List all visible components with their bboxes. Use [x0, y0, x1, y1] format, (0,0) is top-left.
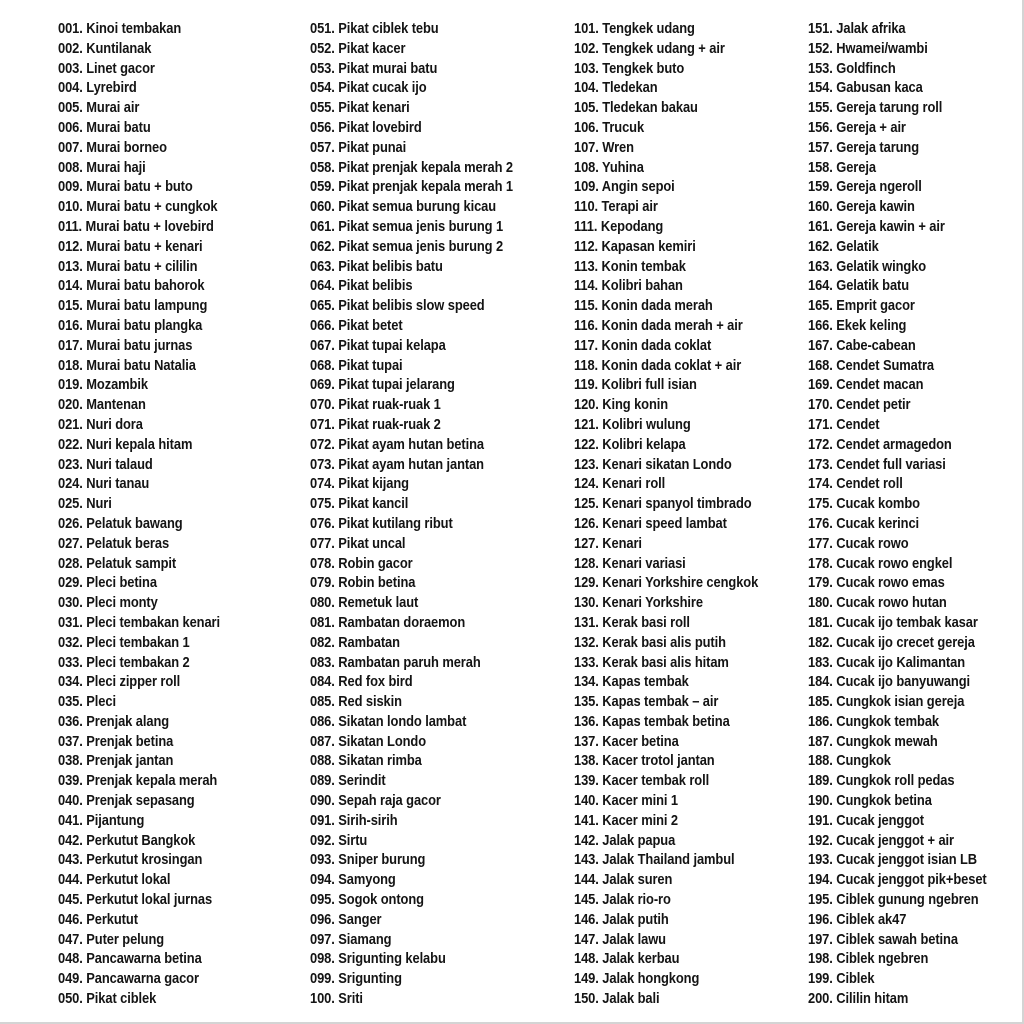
list-item: 087. Sikatan Londo: [310, 732, 427, 750]
list-column-1: [58, 19, 246, 1009]
list-column-4: [808, 19, 1016, 1009]
list-item: 032. Pleci tembakan 1: [58, 633, 190, 651]
list-item: 038. Prenjak jantan: [58, 752, 174, 770]
list-item: 096. Sanger: [310, 910, 382, 928]
list-item: 102. Tengkek udang + air: [574, 39, 725, 57]
list-item: 024. Nuri tanau: [58, 475, 150, 493]
list-item: 123. Kenari sikatan Londo: [574, 455, 732, 473]
list-item: 139. Kacer tembak roll: [574, 772, 710, 790]
list-item: 121. Kolibri wulung: [574, 415, 691, 433]
list-item: 140. Kacer mini 1: [574, 792, 678, 810]
list-item: 198. Ciblek ngebren: [808, 950, 929, 968]
list-item: 075. Pikat kancil: [310, 495, 409, 513]
list-item: 026. Pelatuk bawang: [58, 514, 183, 532]
list-item: 152. Hwamei/wambi: [808, 39, 928, 57]
list-item: 175. Cucak kombo: [808, 495, 920, 513]
list-item: 196. Ciblek ak47: [808, 910, 907, 928]
list-item: 138. Kacer trotol jantan: [574, 752, 715, 770]
list-item: 115. Konin dada merah: [574, 297, 713, 315]
list-item: 036. Prenjak alang: [58, 712, 170, 730]
list-item: 110. Terapi air: [574, 198, 658, 216]
list-item: 082. Rambatan: [310, 633, 400, 651]
list-item: 046. Perkutut: [58, 910, 138, 928]
list-item: 029. Pleci betina: [58, 574, 157, 592]
list-item: 145. Jalak rio-ro: [574, 891, 671, 909]
list-item: 174. Cendet roll: [808, 475, 903, 493]
list-item: 011. Murai batu + lovebird: [58, 217, 214, 235]
list-item: 020. Mantenan: [58, 396, 146, 414]
list-item: 124. Kenari roll: [574, 475, 666, 493]
list-item: 021. Nuri dora: [58, 415, 143, 433]
list-item: 040. Prenjak sepasang: [58, 792, 195, 810]
list-item: 008. Murai haji: [58, 158, 146, 176]
list-item: 054. Pikat cucak ijo: [310, 79, 427, 97]
list-item: 156. Gereja + air: [808, 118, 906, 136]
list-item: 025. Nuri: [58, 495, 112, 513]
list-item: 031. Pleci tembakan kenari: [58, 613, 220, 631]
list-item: 063. Pikat belibis batu: [310, 257, 443, 275]
list-item: 185. Cungkok isian gereja: [808, 693, 965, 711]
list-item: 006. Murai batu: [58, 118, 151, 136]
list-item: 060. Pikat semua burung kicau: [310, 198, 497, 216]
list-item: 089. Serindit: [310, 772, 386, 790]
list-item: 148. Jalak kerbau: [574, 950, 680, 968]
list-item: 009. Murai batu + buto: [58, 178, 193, 196]
list-item: 144. Jalak suren: [574, 871, 673, 889]
list-item: 167. Cabe-cabean: [808, 336, 916, 354]
list-item: 043. Perkutut krosingan: [58, 851, 203, 869]
list-item: 045. Perkutut lokal jurnas: [58, 891, 213, 909]
list-item: 098. Srigunting kelabu: [310, 950, 446, 968]
list-item: 116. Konin dada merah + air: [574, 316, 743, 334]
list-item: 162. Gelatik: [808, 237, 879, 255]
list-item: 083. Rambatan paruh merah: [310, 653, 481, 671]
list-item: 130. Kenari Yorkshire: [574, 594, 703, 612]
list-item: 177. Cucak rowo: [808, 534, 909, 552]
list-item: 191. Cucak jenggot: [808, 811, 925, 829]
list-item: 002. Kuntilanak: [58, 39, 152, 57]
list-item: 005. Murai air: [58, 99, 140, 117]
list-item: 047. Puter pelung: [58, 930, 165, 948]
list-item: 182. Cucak ijo crecet gereja: [808, 633, 975, 651]
list-item: 179. Cucak rowo emas: [808, 574, 945, 592]
list-item: 076. Pikat kutilang ribut: [310, 514, 453, 532]
list-item: 062. Pikat semua jenis burung 2: [310, 237, 504, 255]
list-item: 164. Gelatik batu: [808, 277, 910, 295]
list-item: 168. Cendet Sumatra: [808, 356, 934, 374]
list-item: 081. Rambatan doraemon: [310, 613, 466, 631]
list-item: 142. Jalak papua: [574, 831, 676, 849]
list-item: 147. Jalak lawu: [574, 930, 666, 948]
list-item: 200. Cililin hitam: [808, 990, 909, 1008]
list-item: 159. Gereja ngeroll: [808, 178, 922, 196]
list-item: 166. Ekek keling: [808, 316, 907, 334]
list-item: 049. Pancawarna gacor: [58, 970, 199, 988]
list-item: 022. Nuri kepala hitam: [58, 435, 193, 453]
list-item: 019. Mozambik: [58, 376, 148, 394]
list-item: 039. Prenjak kepala merah: [58, 772, 218, 790]
list-item: 112. Kapasan kemiri: [574, 237, 696, 255]
list-item: 068. Pikat tupai: [310, 356, 403, 374]
list-item: 126. Kenari speed lambat: [574, 514, 727, 532]
list-item: 003. Linet gacor: [58, 59, 155, 77]
list-item: 053. Pikat murai batu: [310, 59, 438, 77]
list-item: 070. Pikat ruak-ruak 1: [310, 396, 441, 414]
list-item: 106. Trucuk: [574, 118, 645, 136]
list-item: 034. Pleci zipper roll: [58, 673, 181, 691]
list-item: 108. Yuhina: [574, 158, 644, 176]
list-item: 067. Pikat tupai kelapa: [310, 336, 446, 354]
list-item: 129. Kenari Yorkshire cengkok: [574, 574, 759, 592]
list-item: 127. Kenari: [574, 534, 642, 552]
list-item: 151. Jalak afrika: [808, 20, 906, 37]
list-item: 134. Kapas tembak: [574, 673, 689, 691]
list-item: 135. Kapas tembak – air: [574, 693, 719, 711]
list-item: 078. Robin gacor: [310, 554, 413, 572]
list-item: 064. Pikat belibis: [310, 277, 413, 295]
list-item: 160. Gereja kawin: [808, 198, 915, 216]
list-item: 186. Cungkok tembak: [808, 712, 940, 730]
list-item: 072. Pikat ayam hutan betina: [310, 435, 484, 453]
list-item: 158. Gereja: [808, 158, 876, 176]
list-column-2: [310, 19, 546, 1009]
list-item: 161. Gereja kawin + air: [808, 217, 945, 235]
list-item: 004. Lyrebird: [58, 79, 137, 97]
list-item: 178. Cucak rowo engkel: [808, 554, 953, 572]
list-item: 042. Perkutut Bangkok: [58, 831, 196, 849]
list-item: 122. Kolibri kelapa: [574, 435, 686, 453]
list-item: 163. Gelatik wingko: [808, 257, 927, 275]
list-item: 128. Kenari variasi: [574, 554, 686, 572]
list-item: 061. Pikat semua jenis burung 1: [310, 217, 504, 235]
list-item: 111. Kepodang: [574, 217, 664, 235]
list-item: 100. Sriti: [310, 990, 363, 1008]
list-item: 088. Sikatan rimba: [310, 752, 422, 770]
list-item: 101. Tengkek udang: [574, 20, 695, 37]
list-item: 012. Murai batu + kenari: [58, 237, 203, 255]
list-item: 154. Gabusan kaca: [808, 79, 923, 97]
list-item: 192. Cucak jenggot + air: [808, 831, 954, 849]
list-item: 114. Kolibri bahan: [574, 277, 683, 295]
list-item: 104. Tledekan: [574, 79, 658, 97]
list-item: 109. Angin sepoi: [574, 178, 675, 196]
list-item: 057. Pikat punai: [310, 138, 407, 156]
list-item: 189. Cungkok roll pedas: [808, 772, 955, 790]
list-item: 092. Sirtu: [310, 831, 368, 849]
list-item: 141. Kacer mini 2: [574, 811, 678, 829]
list-item: 018. Murai batu Natalia: [58, 356, 196, 374]
list-item: 058. Pikat prenjak kepala merah 2: [310, 158, 513, 176]
list-item: 074. Pikat kijang: [310, 475, 409, 493]
list-item: 137. Kacer betina: [574, 732, 679, 750]
list-item: 079. Robin betina: [310, 574, 416, 592]
list-item: 155. Gereja tarung roll: [808, 99, 943, 117]
list-item: 091. Sirih-sirih: [310, 811, 398, 829]
list-item: 084. Red fox bird: [310, 673, 413, 691]
list-item: 094. Samyong: [310, 871, 396, 889]
list-item: 199. Ciblek: [808, 970, 875, 988]
list-item: 097. Siamang: [310, 930, 392, 948]
list-item: 195. Ciblek gunung ngebren: [808, 891, 979, 909]
list-item: 033. Pleci tembakan 2: [58, 653, 190, 671]
list-item: 048. Pancawarna betina: [58, 950, 202, 968]
list-item: 090. Sepah raja gacor: [310, 792, 441, 810]
list-item: 035. Pleci: [58, 693, 116, 711]
list-item: 105. Tledekan bakau: [574, 99, 698, 117]
list-item: 117. Konin dada coklat: [574, 336, 712, 354]
list-item: 023. Nuri talaud: [58, 455, 153, 473]
list-item: 069. Pikat tupai jelarang: [310, 376, 455, 394]
list-item: 080. Remetuk laut: [310, 594, 419, 612]
list-item: 065. Pikat belibis slow speed: [310, 297, 485, 315]
list-item: 171. Cendet: [808, 415, 880, 433]
list-item: 180. Cucak rowo hutan: [808, 594, 947, 612]
list-item: 001. Kinoi tembakan: [58, 20, 182, 37]
list-item: 183. Cucak ijo Kalimantan: [808, 653, 966, 671]
list-item: 149. Jalak hongkong: [574, 970, 700, 988]
list-item: 010. Murai batu + cungkok: [58, 198, 218, 216]
list-item: 187. Cungkok mewah: [808, 732, 938, 750]
list-item: 170. Cendet petir: [808, 396, 911, 414]
list-item: 188. Cungkok: [808, 752, 891, 770]
list-column-3: [574, 19, 788, 1009]
list-item: 041. Pijantung: [58, 811, 145, 829]
list-item: 016. Murai batu plangka: [58, 316, 203, 334]
list-item: 133. Kerak basi alis hitam: [574, 653, 729, 671]
list-item: 132. Kerak basi alis putih: [574, 633, 726, 651]
list-item: 056. Pikat lovebird: [310, 118, 422, 136]
list-item: 014. Murai batu bahorok: [58, 277, 205, 295]
list-item: 153. Goldfinch: [808, 59, 896, 77]
list-item: 007. Murai borneo: [58, 138, 167, 156]
list-item: 027. Pelatuk beras: [58, 534, 170, 552]
list-item: 131. Kerak basi roll: [574, 613, 690, 631]
list-item: 055. Pikat kenari: [310, 99, 410, 117]
list-item: 044. Perkutut lokal: [58, 871, 171, 889]
list-item: 169. Cendet macan: [808, 376, 924, 394]
list-item: 017. Murai batu jurnas: [58, 336, 193, 354]
list-item: 030. Pleci monty: [58, 594, 158, 612]
list-item: 120. King konin: [574, 396, 669, 414]
list-item: 028. Pelatuk sampit: [58, 554, 177, 572]
list-item: 037. Prenjak betina: [58, 732, 174, 750]
list-item: 136. Kapas tembak betina: [574, 712, 730, 730]
list-item: 050. Pikat ciblek: [58, 990, 157, 1008]
list-item: 093. Sniper burung: [310, 851, 426, 869]
list-item: 165. Emprit gacor: [808, 297, 915, 315]
list-item: 073. Pikat ayam hutan jantan: [310, 455, 484, 473]
list-item: 157. Gereja tarung: [808, 138, 920, 156]
list-item: 071. Pikat ruak-ruak 2: [310, 415, 441, 433]
list-item: 015. Murai batu lampung: [58, 297, 208, 315]
list-item: 118. Konin dada coklat + air: [574, 356, 742, 374]
list-item: 107. Wren: [574, 138, 634, 156]
list-item: 113. Konin tembak: [574, 257, 686, 275]
list-item: 013. Murai batu + cililin: [58, 257, 198, 275]
list-item: 143. Jalak Thailand jambul: [574, 851, 735, 869]
list-item: 052. Pikat kacer: [310, 39, 406, 57]
list-item: 085. Red siskin: [310, 693, 402, 711]
list-item: 066. Pikat betet: [310, 316, 403, 334]
list-item: 184. Cucak ijo banyuwangi: [808, 673, 971, 691]
list-item: 173. Cendet full variasi: [808, 455, 946, 473]
list-item: 119. Kolibri full isian: [574, 376, 697, 394]
list-item: 125. Kenari spanyol timbrado: [574, 495, 752, 513]
list-item: 193. Cucak jenggot isian LB: [808, 851, 978, 869]
list-item: 103. Tengkek buto: [574, 59, 685, 77]
list-item: 077. Pikat uncal: [310, 534, 406, 552]
list-item: 176. Cucak kerinci: [808, 514, 920, 532]
list-item: 086. Sikatan londo lambat: [310, 712, 467, 730]
list-item: 172. Cendet armagedon: [808, 435, 952, 453]
list-item: 095. Sogok ontong: [310, 891, 424, 909]
list-item: 146. Jalak putih: [574, 910, 669, 928]
list-item: 150. Jalak bali: [574, 990, 660, 1008]
list-item: 194. Cucak jenggot pik+beset: [808, 871, 987, 889]
list-item: 197. Ciblek sawah betina: [808, 930, 958, 948]
list-item: 181. Cucak ijo tembak kasar: [808, 613, 978, 631]
list-item: 099. Srigunting: [310, 970, 402, 988]
list-item: 051. Pikat ciblek tebu: [310, 20, 439, 37]
list-item: 059. Pikat prenjak kepala merah 1: [310, 178, 513, 196]
list-item: 190. Cungkok betina: [808, 792, 932, 810]
